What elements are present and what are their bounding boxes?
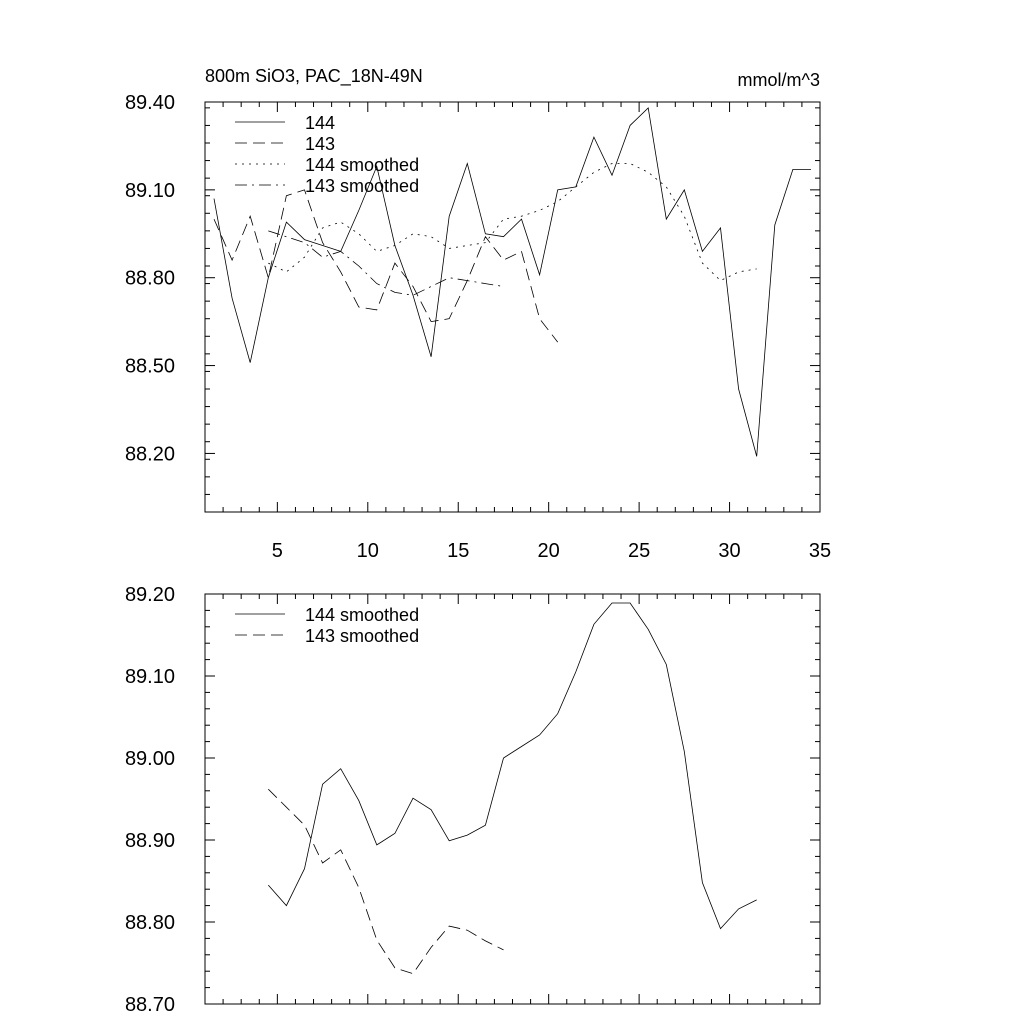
units-label: mmol/m^3 (737, 70, 820, 90)
bottom-plot-frame (205, 594, 820, 1004)
bottom-series-144-smoothed-line (268, 603, 756, 929)
bottom-y-tick-label: 88.90 (124, 830, 175, 852)
top-legend-label: 143 smoothed (305, 176, 420, 196)
bottom-series-group (268, 603, 756, 974)
top-plot-panel (125, 66, 831, 562)
bottom-legend (235, 605, 419, 646)
bottom-y-tick-label: 89.00 (124, 748, 175, 770)
top-series-144-line (214, 108, 811, 457)
bottom-y-tick-label: 89.20 (124, 584, 175, 606)
top-plot-frame (205, 102, 820, 512)
bottom-plot-panel (125, 584, 820, 1016)
top-legend-label: 144 smoothed (305, 155, 420, 175)
top-x-tick-label: 30 (718, 540, 741, 562)
top-legend (235, 113, 419, 196)
top-y-tick-label: 89.40 (124, 92, 175, 114)
top-x-tick-label: 5 (271, 540, 283, 562)
top-series-group (214, 108, 811, 457)
bottom-axis-ticks (125, 584, 820, 1016)
top-axis-ticks (125, 92, 831, 562)
bottom-y-tick-label: 88.70 (124, 994, 175, 1016)
top-y-tick-label: 88.80 (124, 267, 175, 290)
top-x-tick-label: 20 (537, 540, 560, 562)
top-x-tick-label: 15 (447, 540, 470, 562)
bottom-y-tick-label: 88.80 (124, 912, 175, 934)
top-x-tick-label: 35 (808, 540, 832, 562)
top-legend-label: 144 (305, 113, 336, 133)
bottom-y-tick-label: 89.10 (124, 666, 175, 688)
top-y-tick-label: 88.50 (124, 355, 175, 378)
bottom-legend-label: 143 smoothed (305, 626, 420, 646)
bottom-legend-label: 144 smoothed (305, 605, 420, 625)
top-x-tick-label: 10 (356, 540, 379, 562)
bottom-series-143-smoothed-line (268, 789, 503, 974)
top-y-tick-label: 88.20 (124, 443, 175, 466)
top-series-143-line (214, 190, 558, 342)
top-legend-label: 143 (305, 134, 336, 154)
top-y-tick-label: 89.10 (124, 179, 175, 202)
chart-title: 800m SiO3, PAC_18N-49N (205, 66, 423, 86)
top-x-tick-label: 25 (627, 540, 651, 562)
